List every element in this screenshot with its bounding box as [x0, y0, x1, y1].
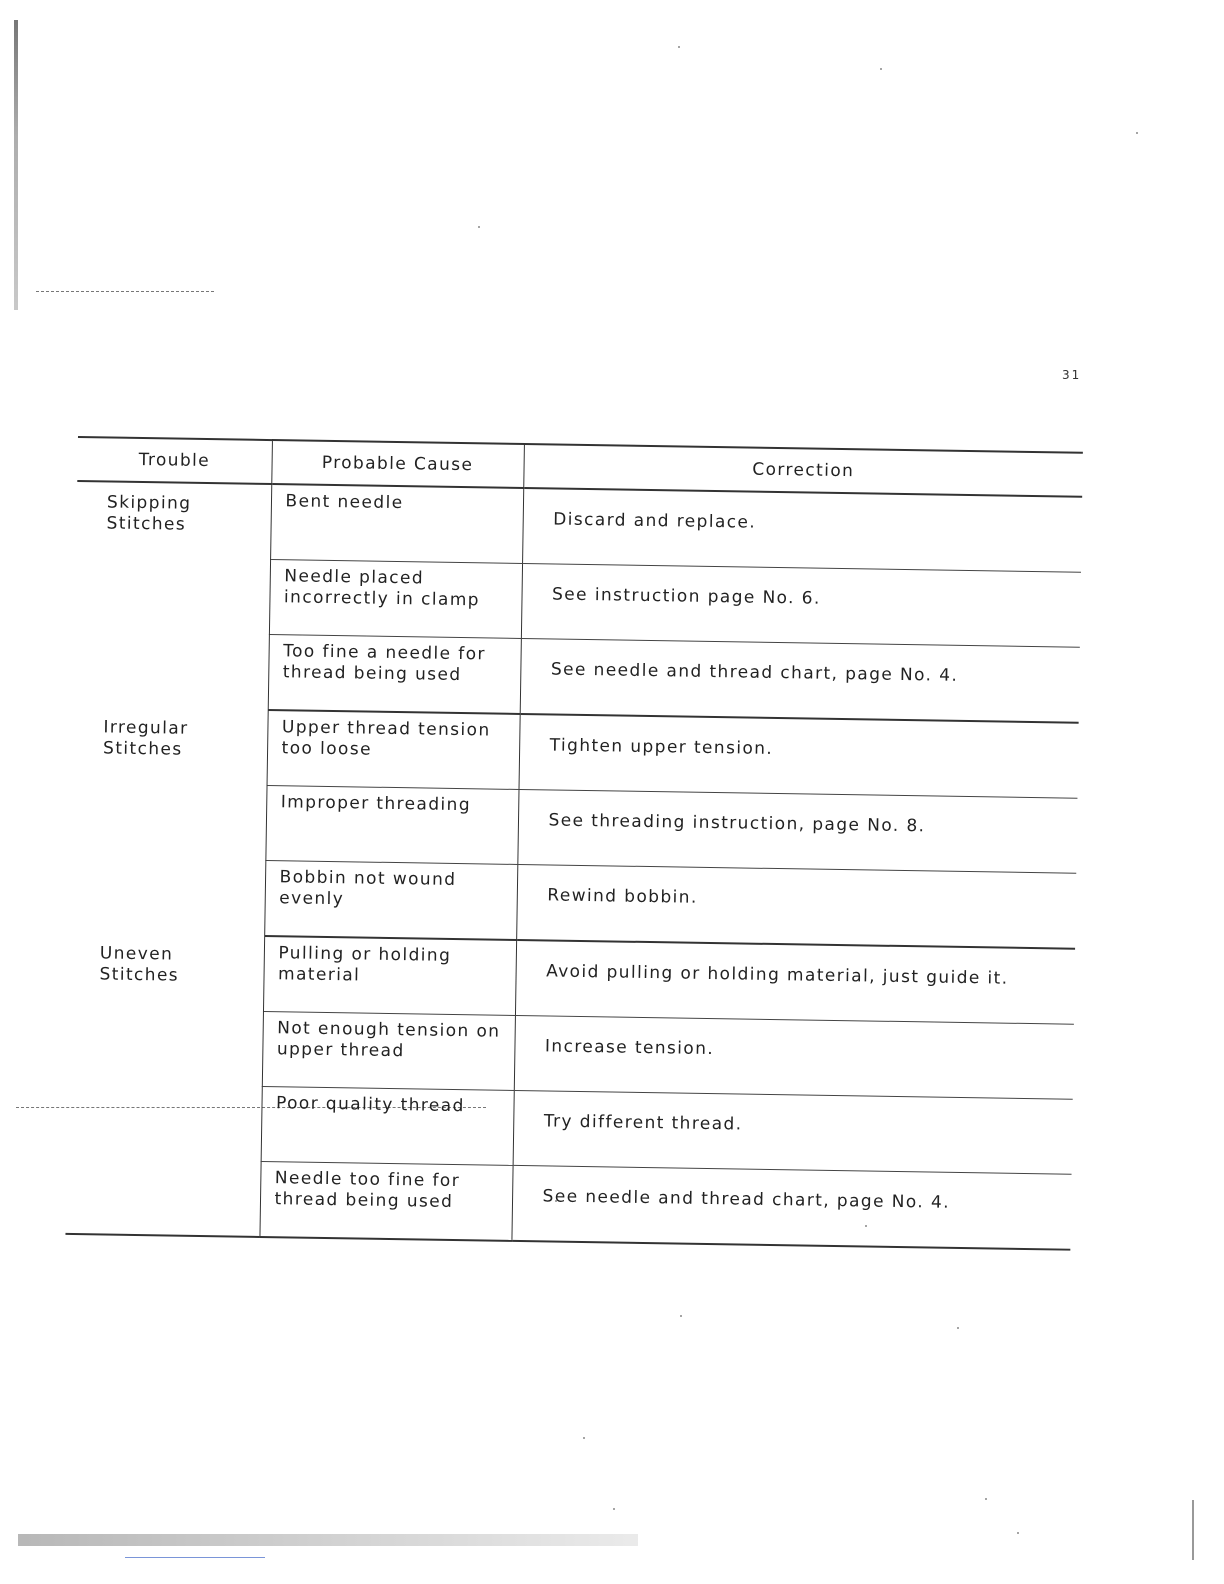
scan-edge-left: [14, 20, 18, 310]
cause-cell: Upper thread tension too loose: [267, 710, 520, 789]
correction-cell: See instruction page No. 6.: [521, 563, 1081, 647]
trouble-cell-skipping-stitches: Skipping Stitches: [74, 481, 272, 710]
scan-speck: [680, 1315, 682, 1317]
correction-cell: See needle and thread chart, page No. 4.: [520, 638, 1080, 722]
scan-edge-right: [1192, 1500, 1194, 1560]
cause-cell: Bent needle: [270, 484, 523, 563]
scan-speck: [583, 1437, 585, 1439]
correction-cell: Discard and replace.: [522, 488, 1082, 572]
scan-edge-bottom: [18, 1534, 638, 1546]
correction-cell: Try different thread.: [513, 1090, 1073, 1174]
cause-cell: Needle placed incorrectly in clamp: [269, 560, 522, 639]
column-header-correction: Correction: [523, 444, 1083, 497]
trouble-cell-uneven-stitches: Uneven Stitches: [65, 933, 264, 1237]
scan-speck: [957, 1327, 959, 1329]
scan-dashed-rule-top: [36, 291, 214, 292]
cause-cell: Needle too fine for thread being used: [259, 1161, 512, 1240]
troubleshooting-table-wrapper: [68, 436, 1083, 1213]
correction-cell: Avoid pulling or holding material, just guide it.: [515, 940, 1075, 1024]
cause-cell: Improper threading: [265, 786, 518, 865]
page-number: 31: [1062, 368, 1082, 382]
scan-speck: [678, 46, 680, 48]
cause-cell: Pulling or holding material: [263, 936, 516, 1015]
cause-cell: Poor quality thread: [261, 1086, 514, 1165]
troubleshooting-table: [65, 436, 1082, 1251]
scan-speck: [478, 226, 480, 228]
table-row: [69, 933, 1075, 1024]
cause-cell: Not enough tension on upper thread: [262, 1011, 515, 1090]
scan-speck: [985, 1498, 987, 1500]
table-row: [76, 481, 1082, 572]
scan-speck: [613, 1508, 615, 1510]
scan-speck: [880, 68, 882, 70]
correction-cell: Rewind bobbin.: [516, 864, 1076, 948]
cause-cell: Bobbin not wound evenly: [264, 860, 517, 939]
scan-speck: [1136, 132, 1138, 134]
correction-cell: See threading instruction, page No. 8.: [517, 789, 1077, 873]
scan-speck: [1017, 1532, 1019, 1534]
cause-cell: Too fine a needle for thread being used: [268, 635, 521, 714]
column-header-probable-cause: Probable Cause: [271, 440, 524, 488]
correction-cell: See needle and thread chart, page No. 4.: [511, 1165, 1071, 1249]
column-header-trouble: Trouble: [77, 437, 272, 484]
table-row: [73, 707, 1079, 798]
correction-cell: Tighten upper tension.: [519, 714, 1079, 798]
correction-cell: Increase tension.: [514, 1015, 1074, 1099]
scan-edge-bottom-line: [125, 1557, 265, 1558]
trouble-cell-irregular-stitches: Irregular Stitches: [70, 707, 268, 936]
